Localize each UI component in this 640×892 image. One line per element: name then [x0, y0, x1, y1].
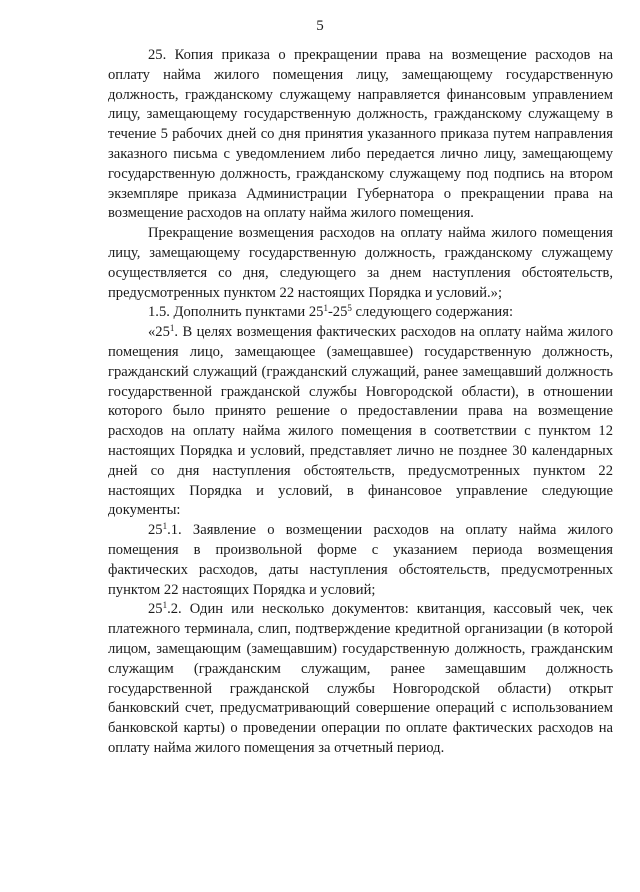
paragraph-1-5: [108, 303, 613, 323]
paragraph-text: -25: [327, 304, 348, 321]
paragraph-text: следующего содержания:: [351, 304, 514, 321]
paragraph-text: .2. Один или несколько документов: квитанция, кассовый чек, чек платежного терминала, слип, подтверждение кредитной организации (в которой лицом, замещающим (замещавшим) государственную должность, гражданским служащим (гражданским служащим, ранее замещавшим должность государственной гражданской службы Новгородской области) открыт банковский счет, предусматривающий совершение операций с использованием банковской карты) о проведении операции по оплате фактических расходов на оплату найма жилого помещения за отчетный период.: [108, 601, 613, 756]
superscript: 1: [169, 323, 175, 334]
paragraph-termination: Прекращение возмещения расходов на оплату найма жилого помещения лицу, замещающему государственную должность, гражданскому служащему осуществляется со дня, следующего за днем наступления обстоятельств, предусмотренных пунктом 22 настоящих Порядка и условий.»;: [108, 225, 613, 301]
superscript: 1: [323, 303, 328, 314]
paragraph-text: 1.5. Дополнить пунктами 25: [148, 304, 324, 321]
paragraph-25: 25. Копия приказа о прекращении права на возмещение расходов на оплату найма жилого помещения лицу, замещающему государственную должность, гражданскому служащему направляется финансовым управлением лицу, замещающему государственную должность, гражданскому служащему в течение 5 рабочих дней со дня принятия указанного приказа путем направления заказного письма с уведомлением либо передается лично лицу, замещающему государственную должность, гражданскому служащему под подпись на втором экземпляре приказа Администрации Губернатора о прекращении права на возмещение расходов на оплату найма жилого помещения.: [108, 47, 613, 222]
paragraph-25-1-1: [108, 521, 613, 600]
superscript: 5: [347, 303, 352, 314]
page-number: 5: [316, 18, 324, 34]
paragraph-text: . В целях возмещения фактических расходов на оплату найма жилого помещения лицо, замещающее (замещавшее) государственную должность, гражданский служащий (гражданский служащий, ранее замещавший должность государственной гражданской службы Новгородской области), в отношении которого было принято решение о предоставлении права на возмещение расходов на оплату найма жилого помещения в соответствии с пунктом 12 настоящих Порядка и условий, представляет лично не позднее 30 календарных дней со дня наступления обстоятельств, предусмотренных пунктом 22 настоящих Порядка и условий, в финансовое управление следующие документы:: [108, 324, 613, 519]
paragraph-text: 25: [148, 522, 163, 539]
paragraph-text: .1. Заявление о возмещении расходов на оплату найма жилого помещения в произвольной форме с указанием периода возмещения фактических расходов, даты наступления обстоятельств, предусмотренных пунктом 22 настоящих Порядка и условий;: [108, 522, 613, 598]
paragraph-25-1: [108, 323, 613, 521]
paragraph-25-1-2: [108, 600, 613, 758]
superscript: 1: [162, 600, 168, 611]
document-body: [108, 46, 613, 759]
superscript: 1: [162, 521, 168, 532]
paragraph-text: 25: [148, 601, 163, 618]
paragraph-text: «25: [148, 324, 170, 341]
